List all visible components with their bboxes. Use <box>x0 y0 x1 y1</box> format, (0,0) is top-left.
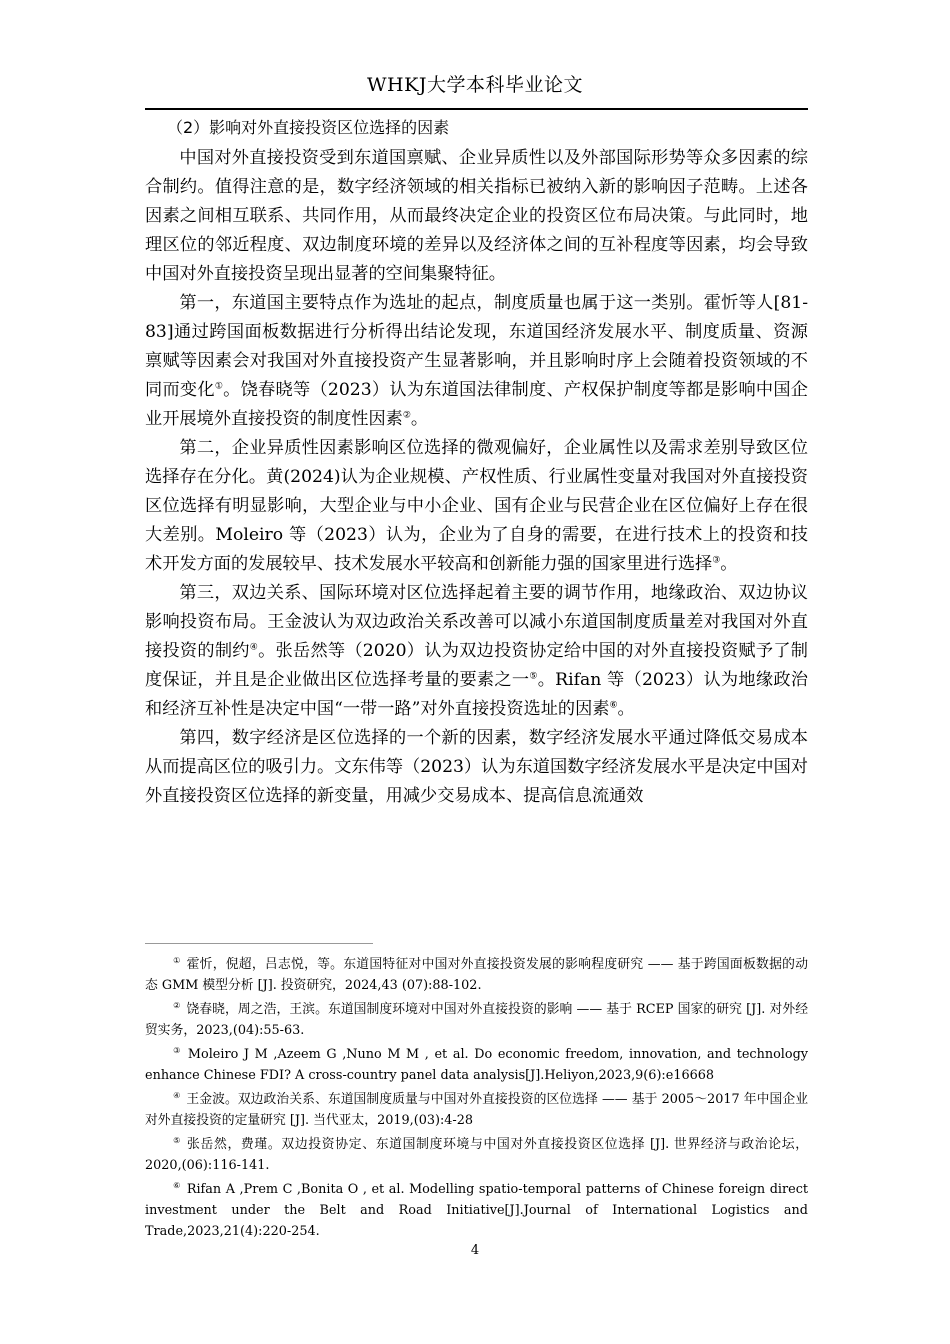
body-paragraph <box>145 724 808 811</box>
footnote-text: 王金波。双边政治关系、东道国制度质量与中国对外直接投资的区位选择 —— 基于 2005～2017 年中国企业对外直接投资的定量研究 [J]. 当代亚太，2019,(03):4-28 <box>145 1092 808 1128</box>
footnote <box>145 1179 808 1242</box>
footnote-text: Rifan A ,Prem C ,Bonita O , et al. Modelling spatio-temporal patterns of Chinese foreign direct investment under the Belt and Road Initiative[J].Journal of International Logistics and Trade,2023,21(4):220-254. <box>145 1182 809 1239</box>
page-header-title: WHKJ大学本科毕业论文 <box>367 74 583 96</box>
page-number: 4 <box>470 1243 480 1258</box>
footnotes <box>145 954 808 1245</box>
paragraph-text: 。张岳然等（2020）认为双边投资协定给中国的对外直接投资赋予了制度保证，并且是企业做出区位选择考量的要素之一 <box>145 641 808 690</box>
footnote-mark: ⑤ <box>173 1135 182 1145</box>
footnote <box>145 1044 808 1086</box>
footnote-mark: ③ <box>173 1045 182 1055</box>
footnote-reference: ① <box>214 381 224 392</box>
footnote <box>145 1134 808 1176</box>
footnote-reference: ③ <box>712 555 721 566</box>
paragraphs <box>145 144 808 811</box>
paragraph-text: 。 <box>720 554 738 574</box>
footnote-reference: ⑤ <box>529 671 538 682</box>
footnote-reference: ⑥ <box>609 700 618 711</box>
body-paragraph <box>145 579 808 724</box>
footnote-rule <box>145 943 373 944</box>
footnote-mark: ⑥ <box>173 1180 181 1190</box>
footnote <box>145 954 808 996</box>
footnote-mark: ④ <box>173 1090 181 1100</box>
body-paragraph <box>145 434 808 579</box>
footnote-mark: ① <box>173 955 181 965</box>
paragraph-text: 第一，东道国主要特点作为选址的起点，制度质量也属于这一类别。霍忻等人[81-83]通过跨国面板数据进行分析得出结论发现，东道国经济发展水平、制度质量、资源禀赋等因素会对我国对外直接投资产生显著影响，并且影响时序上会随着投资领域的不同而变化 <box>145 293 808 400</box>
paragraph-text: 。 <box>410 409 429 429</box>
header-rule <box>145 108 808 110</box>
body-content <box>145 116 808 811</box>
footnote-mark: ② <box>173 1000 181 1010</box>
paragraph-text: 第三，双边关系、国际环境对区位选择起着主要的调节作用，地缘政治、双边协议影响投资布局。王金波认为双边政治关系改善可以减小东道国制度质量差对我国对外直接投资的制约 <box>145 583 808 661</box>
paragraph-text: 。Rifan 等（2023）认为地缘政治和经济互补性是决定中国“一带一路”对外直接投资选址的因素 <box>145 670 808 719</box>
body-paragraph <box>145 289 808 434</box>
paragraph-text: 中国对外直接投资受到东道国禀赋、企业异质性以及外部国际形势等众多因素的综合制约。值得注意的是，数字经济领域的相关指标已被纳入新的影响因子范畴。上述各因素之间相互联系、共同作用，从而最终决定企业的投资区位布局决策。与此同时，地理区位的邻近程度、双边制度环境的差异以及经济体之间的互补程度等因素，均会导致中国对外直接投资呈现出显著的空间集聚特征。 <box>145 148 808 284</box>
footnote-text: Moleiro J M ,Azeem G ,Nuno M M , et al. Do economic freedom, innovation, and technology enhance Chinese FDI? A cross-country panel data analysis[J].Heliyon,2023,9(6):e16668 <box>145 1047 809 1083</box>
body-paragraph <box>145 144 808 289</box>
footnote-text: 张岳然，费瑾。双边投资协定、东道国制度环境与中国对外直接投资区位选择 [J]. 世界经济与政治论坛，2020,(06):116-141. <box>145 1137 808 1173</box>
footnote-text: 霍忻，倪超，吕志悦，等。东道国特征对中国对外直接投资发展的影响程度研究 —— 基于跨国面板数据的动态 GMM 模型分析 [J]. 投资研究，2024,43 (07):88-102. <box>145 957 809 993</box>
paragraph-text: 。饶春晓等（2023）认为东道国法律制度、产权保护制度等都是影响中国企业开展境外直接投资的制度性因素 <box>145 380 808 429</box>
footnote <box>145 999 808 1041</box>
paragraph-text: 第二，企业异质性因素影响区位选择的微观偏好，企业属性以及需求差别导致区位选择存在分化。黄(2024)认为企业规模、产权性质、行业属性变量对我国对外直接投资区位选择有明显影响，大型企业与中小企业、国有企业与民营企业在区位偏好上存在很大差别。Moleiro 等（2023）认为，企业为了自身的需要，在进行技术上的投资和技术开发方面的发展较早、技术发展水平较高和创新能力强的国家里进行选择 <box>145 438 808 574</box>
footnote-reference: ② <box>402 410 411 421</box>
section-heading: （2）影响对外直接投资区位选择的因素 <box>167 118 450 137</box>
footnote-reference: ④ <box>249 642 259 653</box>
paragraph-text: 第四，数字经济是区位选择的一个新的因素，数字经济发展水平通过降低交易成本从而提高区位的吸引力。文东伟等（2023）认为东道国数字经济发展水平是决定中国对外直接投资区位选择的新变量，用减少交易成本、提高信息流通效 <box>145 728 808 806</box>
footnote <box>145 1089 808 1131</box>
footnote-text: 饶春晓，周之浩，王滨。东道国制度环境对中国对外直接投资的影响 —— 基于 RCEP 国家的研究 [J]. 对外经贸实务，2023,(04):55-63. <box>145 1002 809 1038</box>
paragraph-text: 。 <box>617 699 635 719</box>
